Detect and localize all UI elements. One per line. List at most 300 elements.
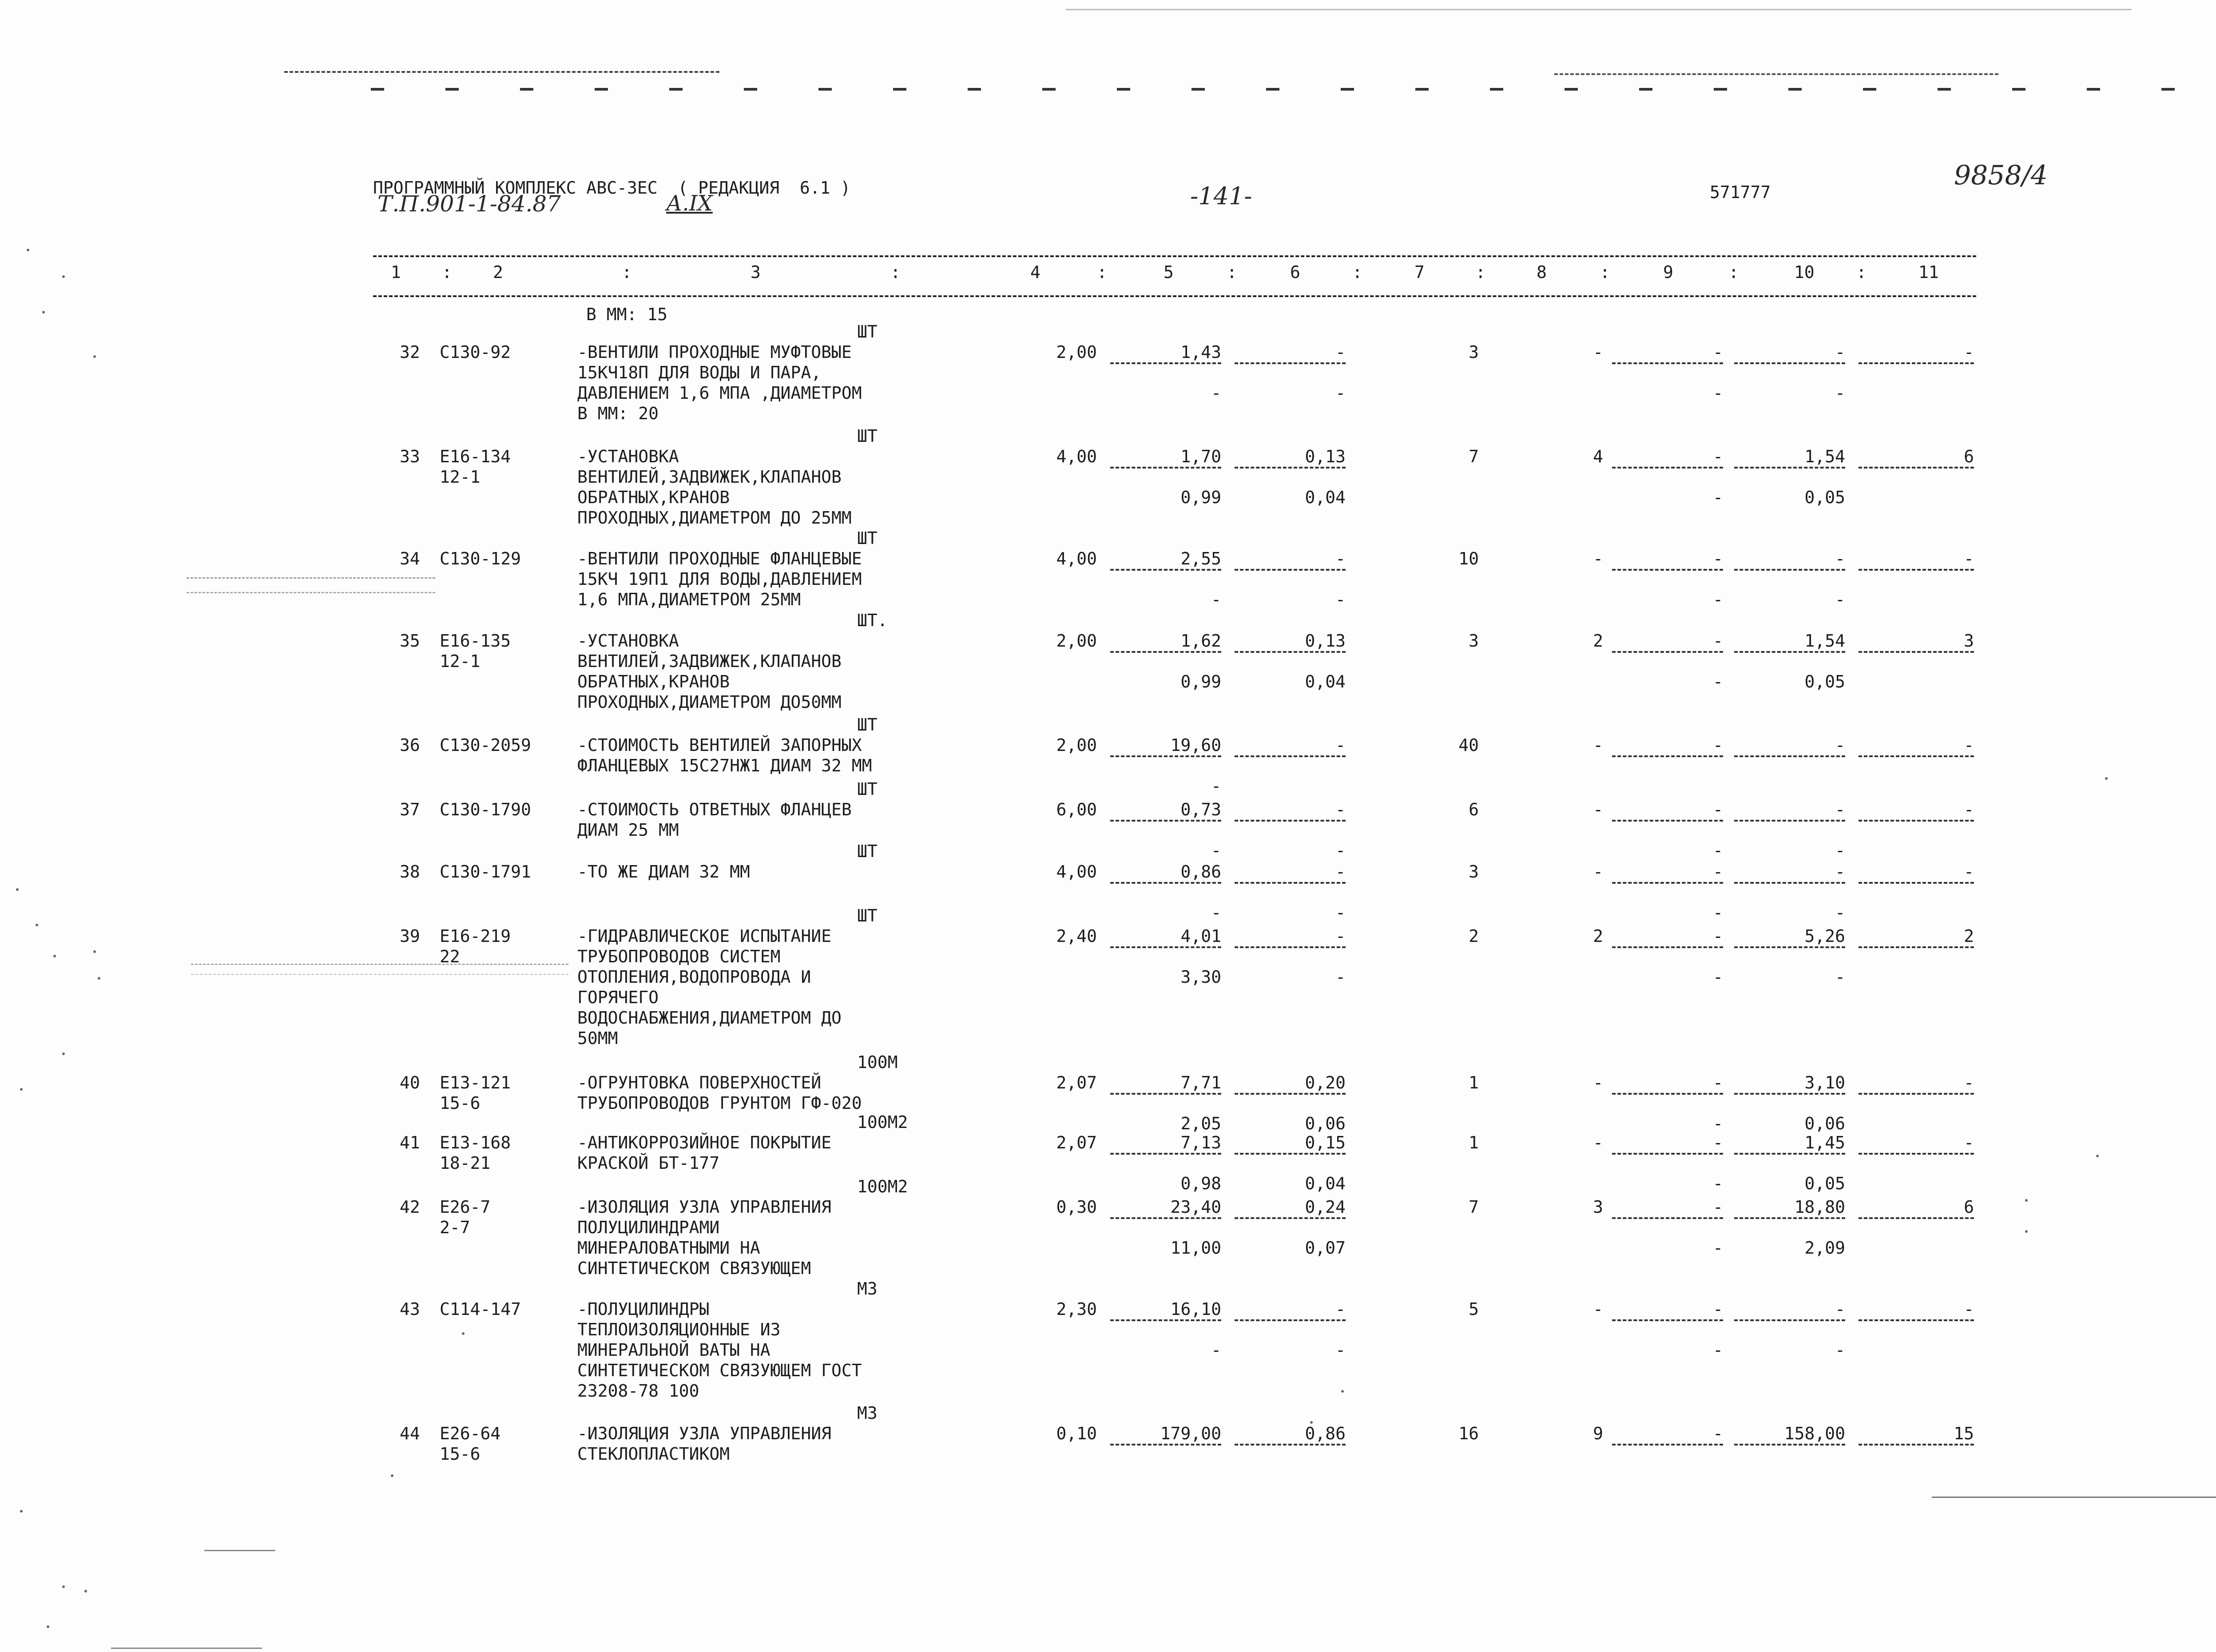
- machine-cost: -: [1235, 862, 1346, 884]
- top-dash-mark: [2012, 88, 2025, 91]
- norm-code-sub: 22: [440, 947, 460, 966]
- labor-total: 3: [1859, 631, 1974, 653]
- unit-cost: 2,55: [1110, 548, 1221, 571]
- quantity: 2,07: [1056, 1133, 1097, 1152]
- total-machine: -: [1612, 1132, 1723, 1155]
- quantity: 4,00: [1056, 447, 1097, 466]
- quantity: 2,00: [1056, 735, 1097, 755]
- column-header-2: 2: [493, 262, 503, 282]
- total-machine: -: [1612, 446, 1723, 469]
- top-dash-mark: [1863, 88, 1876, 91]
- labor-hours: 18,80: [1734, 1197, 1845, 1219]
- norm-code: Е13-121: [440, 1073, 511, 1092]
- total-machine: -: [1612, 631, 1723, 653]
- machine-cost-wages: 0,04: [1305, 488, 1346, 507]
- total-wages: 2: [1593, 631, 1603, 651]
- unit-cost: 179,00: [1110, 1423, 1221, 1446]
- top-dash-mark: [1042, 88, 1056, 91]
- machine-cost: 0,86: [1235, 1423, 1346, 1446]
- unit-cost-wages: 0,99: [1180, 672, 1221, 691]
- row-number: 39: [400, 926, 420, 946]
- total-wages: -: [1593, 342, 1603, 362]
- unit-cost-wages: -: [1211, 776, 1221, 796]
- column-header-3: 3: [751, 262, 761, 282]
- scan-dust: [84, 1590, 87, 1592]
- labor-hours: -: [1734, 342, 1845, 364]
- work-description-line: -ОГРУНТОВКА ПОВЕРХНОСТЕЙ: [577, 1073, 822, 1092]
- column-separator: :: [1097, 262, 1107, 282]
- machine-cost-wages: -: [1335, 383, 1346, 403]
- labor-hours-machine: 2,09: [1804, 1238, 1845, 1258]
- scan-dust: [2105, 777, 2108, 780]
- unit-cost: 4,01: [1110, 926, 1221, 948]
- page-number: -141-: [1190, 182, 1252, 210]
- scan-dust: [42, 311, 45, 314]
- unit-cost-wages: -: [1211, 1340, 1221, 1360]
- machine-cost-wages: 0,06: [1305, 1114, 1346, 1133]
- quantity: 4,00: [1056, 549, 1097, 568]
- labor-total: 2: [1859, 926, 1974, 948]
- work-description-line: ОБРАТНЫХ,КРАНОВ: [577, 488, 730, 507]
- total-wages: 9: [1593, 1424, 1603, 1443]
- work-description-line: КРАСКОЙ БТ-177: [577, 1153, 720, 1173]
- top-dash-mark: [2087, 88, 2100, 91]
- total-wages: 2: [1593, 926, 1603, 946]
- work-description-line: ВОДОСНАБЖЕНИЯ,ДИАМЕТРОМ ДО: [577, 1008, 842, 1028]
- row-number: 34: [400, 549, 420, 568]
- top-dash-mark: [744, 88, 757, 91]
- total-wages: -: [1593, 862, 1603, 882]
- unit-cost: 0,73: [1110, 799, 1221, 822]
- total-cost: 40: [1458, 735, 1479, 755]
- total-machine: -: [1612, 799, 1723, 822]
- total-machine-wages: -: [1713, 1114, 1723, 1133]
- row-number: 33: [400, 447, 420, 466]
- total-wages: -: [1593, 800, 1603, 819]
- total-cost: 1: [1469, 1073, 1479, 1092]
- quantity: 2,00: [1056, 342, 1097, 362]
- unit-cost-wages: 3,30: [1180, 967, 1221, 987]
- total-wages: 3: [1593, 1197, 1603, 1217]
- quantity: 4,00: [1056, 862, 1097, 882]
- unit-cost-wages: 0,99: [1180, 488, 1221, 507]
- scan-dust: [27, 249, 29, 251]
- work-description-line: -ИЗОЛЯЦИЯ УЗЛА УПРАВЛЕНИЯ: [577, 1424, 831, 1443]
- column-separator: :: [442, 262, 452, 282]
- row-number: 44: [400, 1424, 420, 1443]
- total-machine: -: [1612, 1197, 1723, 1219]
- row-unit: ШТ: [857, 715, 878, 735]
- top-dash-mark: [2161, 88, 2175, 91]
- scan-dust: [20, 1510, 23, 1513]
- norm-code-sub: 18-21: [440, 1153, 491, 1173]
- quantity: 0,30: [1056, 1197, 1097, 1217]
- labor-hours: -: [1734, 1299, 1845, 1321]
- total-wages: -: [1593, 1133, 1603, 1152]
- machine-cost: 0,13: [1235, 631, 1346, 653]
- labor-total: -: [1859, 1132, 1974, 1155]
- work-description-line: СИНТЕТИЧЕСКОМ СВЯЗУЮЩЕМ: [577, 1259, 811, 1278]
- labor-hours-machine: 0,05: [1804, 488, 1845, 507]
- bottom-right-line: [1932, 1497, 2216, 1498]
- work-description-line: -ПОЛУЦИЛИНДРЫ: [577, 1299, 710, 1319]
- machine-cost: 0,20: [1235, 1072, 1346, 1095]
- left-scan-streak: [187, 577, 435, 593]
- work-description-line: ТРУБОПРОВОДОВ ГРУНТОМ ГФ-020: [577, 1093, 862, 1113]
- row-unit: ШТ.: [857, 611, 888, 630]
- scan-dust: [1310, 1421, 1313, 1424]
- sheet-reference: 9858/4: [1954, 160, 2048, 191]
- row-number: 43: [400, 1299, 420, 1319]
- total-machine-wages: -: [1713, 1174, 1723, 1193]
- top-dash-mark: [968, 88, 981, 91]
- unit-cost: 0,86: [1110, 862, 1221, 884]
- labor-total: 15: [1859, 1423, 1974, 1446]
- work-description-line: -УСТАНОВКА: [577, 447, 679, 466]
- machine-cost: 0,24: [1235, 1197, 1346, 1219]
- top-dash-mark: [371, 88, 384, 91]
- top-dash-mark: [1938, 88, 1951, 91]
- total-cost: 7: [1469, 1197, 1479, 1217]
- total-machine-wages: -: [1713, 841, 1723, 860]
- program-title: ПРОГРАММНЫЙ КОМПЛЕКС АВС-3ЕС ( РЕДАКЦИЯ 6.1 ): [373, 178, 851, 198]
- unit-cost-wages: -: [1211, 590, 1221, 609]
- top-dash-mark: [1714, 88, 1727, 91]
- norm-code: С130-2059: [440, 735, 531, 755]
- labor-hours-machine: -: [1835, 383, 1845, 403]
- top-dash-mark: [595, 88, 608, 91]
- labor-total: -: [1859, 862, 1974, 884]
- norm-code: Е16-219: [440, 926, 511, 946]
- total-wages: -: [1593, 1073, 1603, 1092]
- row-unit: ШТ: [857, 528, 878, 548]
- work-description-line: ПРОХОДНЫХ,ДИАМЕТРОМ ДО 25ММ: [577, 508, 852, 528]
- work-description-line: -ГИДРАВЛИЧЕСКОЕ ИСПЫТАНИЕ: [577, 926, 831, 946]
- column-header-10: 10: [1794, 262, 1815, 282]
- total-cost: 3: [1469, 342, 1479, 362]
- machine-cost: 0,15: [1235, 1132, 1346, 1155]
- labor-hours-machine: -: [1835, 967, 1845, 987]
- total-cost: 6: [1469, 800, 1479, 819]
- top-dash-mark: [669, 88, 683, 91]
- quantity: 2,40: [1056, 926, 1097, 946]
- scan-dust: [62, 1052, 65, 1055]
- labor-hours-machine: 0,06: [1804, 1114, 1845, 1133]
- work-description-line: ФЛАНЦЕВЫХ 15С27НЖ1 ДИАМ 32 ММ: [577, 756, 872, 775]
- machine-cost: -: [1235, 735, 1346, 757]
- row-number: 40: [400, 1073, 420, 1092]
- labor-hours-machine: -: [1835, 903, 1845, 922]
- scan-dust: [47, 1625, 49, 1628]
- total-cost: 5: [1469, 1299, 1479, 1319]
- total-cost: 16: [1458, 1424, 1479, 1443]
- unit-cost: 23,40: [1110, 1197, 1221, 1219]
- machine-cost-wages: 0,07: [1305, 1238, 1346, 1258]
- top-dash-mark: [1639, 88, 1652, 91]
- work-description-line: В ММ: 20: [577, 404, 659, 423]
- unit-cost: 19,60: [1110, 735, 1221, 757]
- work-description-line: -СТОИМОСТЬ ВЕНТИЛЕЙ ЗАПОРНЫХ: [577, 735, 862, 755]
- column-separator: :: [1227, 262, 1237, 282]
- scan-dust: [2025, 1230, 2028, 1233]
- row-unit: ШТ: [857, 906, 878, 925]
- labor-total: 6: [1859, 1197, 1974, 1219]
- labor-hours-machine: -: [1835, 590, 1845, 609]
- work-description-line: ВЕНТИЛЕЙ,ЗАДВИЖЕК,КЛАПАНОВ: [577, 651, 842, 671]
- work-description-line: 50ММ: [577, 1029, 618, 1048]
- work-description-line: ГОРЯЧЕГО: [577, 988, 659, 1007]
- row-unit: М3: [857, 1403, 878, 1423]
- machine-cost-wages: 0,04: [1305, 672, 1346, 691]
- labor-total: 6: [1859, 446, 1974, 469]
- scan-dust: [2025, 1199, 2028, 1202]
- row-number: 38: [400, 862, 420, 882]
- labor-hours: 158,00: [1734, 1423, 1845, 1446]
- unit-cost-wages: -: [1211, 841, 1221, 860]
- labor-hours: 1,54: [1734, 631, 1845, 653]
- carry-over-text: В ММ: 15: [586, 305, 668, 324]
- machine-cost: -: [1235, 548, 1346, 571]
- column-separator: :: [1352, 262, 1362, 282]
- work-description-line: ПРОХОДНЫХ,ДИАМЕТРОМ ДО50ММ: [577, 692, 842, 712]
- work-description-line: МИНЕРАЛЬНОЙ ВАТЫ НА: [577, 1340, 770, 1360]
- machine-cost: -: [1235, 342, 1346, 364]
- column-header-6: 6: [1290, 262, 1300, 282]
- work-description-line: -ИЗОЛЯЦИЯ УЗЛА УПРАВЛЕНИЯ: [577, 1197, 831, 1217]
- work-description-line: ДИАМ 25 ММ: [577, 820, 679, 840]
- column-separator: :: [622, 262, 632, 282]
- top-dash-mark: [445, 88, 459, 91]
- column-header-7: 7: [1414, 262, 1425, 282]
- unit-cost: 7,13: [1110, 1132, 1221, 1155]
- left-scan-streak-2: [191, 964, 568, 975]
- total-machine: -: [1612, 1299, 1723, 1321]
- total-machine-wages: -: [1713, 488, 1723, 507]
- labor-hours-machine: -: [1835, 1340, 1845, 1360]
- machine-cost-wages: -: [1335, 590, 1346, 609]
- row-unit: ШТ: [857, 842, 878, 861]
- norm-code-sub: 2-7: [440, 1218, 470, 1237]
- unit-cost: 1,43: [1110, 342, 1221, 364]
- labor-total: -: [1859, 548, 1974, 571]
- total-machine-wages: -: [1713, 672, 1723, 691]
- norm-code: Е13-168: [440, 1133, 511, 1152]
- column-separator: :: [890, 262, 901, 282]
- labor-hours: 1,45: [1734, 1132, 1845, 1155]
- row-number: 37: [400, 800, 420, 819]
- work-description-line: ТЕПЛОИЗОЛЯЦИОННЫЕ ИЗ: [577, 1320, 781, 1339]
- column-header-11: 11: [1918, 262, 1939, 282]
- work-description-line: -АНТИКОРРОЗИЙНОЕ ПОКРЫТИЕ: [577, 1133, 831, 1152]
- labor-hours: -: [1734, 548, 1845, 571]
- total-wages: -: [1593, 735, 1603, 755]
- machine-cost: -: [1235, 799, 1346, 822]
- machine-cost-wages: 0,04: [1305, 1174, 1346, 1193]
- norm-code: С130-1791: [440, 862, 531, 882]
- machine-cost: -: [1235, 926, 1346, 948]
- work-description-line: 1,6 МПА,ДИАМЕТРОМ 25ММ: [577, 590, 801, 609]
- work-description-line: -ТО ЖЕ ДИАМ 32 ММ: [577, 862, 750, 882]
- top-dash-mark: [1490, 88, 1503, 91]
- work-description-line: 15КЧ18П ДЛЯ ВОДЫ И ПАРА,: [577, 363, 822, 382]
- labor-total: -: [1859, 799, 1974, 822]
- total-cost: 2: [1469, 926, 1479, 946]
- total-wages: 4: [1593, 447, 1603, 466]
- unit-cost: 7,71: [1110, 1072, 1221, 1095]
- total-machine: -: [1612, 1423, 1723, 1446]
- work-description-line: ОБРАТНЫХ,КРАНОВ: [577, 672, 730, 691]
- quantity: 2,07: [1056, 1073, 1097, 1092]
- scan-dust: [62, 1585, 65, 1588]
- scan-dust: [2096, 1155, 2099, 1157]
- quantity: 2,30: [1056, 1299, 1097, 1319]
- labor-total: -: [1859, 1299, 1974, 1321]
- unit-cost: 1,70: [1110, 446, 1221, 469]
- total-machine: -: [1612, 735, 1723, 757]
- labor-hours-machine: -: [1835, 841, 1845, 860]
- row-unit: 100М2: [857, 1112, 908, 1132]
- document-code: 571777: [1710, 183, 1771, 202]
- row-unit: ШТ: [857, 426, 878, 446]
- column-header-5: 5: [1164, 262, 1174, 282]
- unit-cost: 16,10: [1110, 1299, 1221, 1321]
- norm-code: С130-1790: [440, 800, 531, 819]
- work-description-line: 15КЧ 19П1 ДЛЯ ВОДЫ,ДАВЛЕНИЕМ: [577, 569, 862, 589]
- machine-cost-wages: -: [1335, 841, 1346, 860]
- labor-hours: 5,26: [1734, 926, 1845, 948]
- labor-total: -: [1859, 735, 1974, 757]
- row-number: 42: [400, 1197, 420, 1217]
- top-dash-mark: [1266, 88, 1279, 91]
- scan-dust: [36, 924, 38, 926]
- total-machine-wages: -: [1713, 1340, 1723, 1360]
- top-dash-mark: [893, 88, 906, 91]
- machine-cost-wages: -: [1335, 1340, 1346, 1360]
- row-unit: ШТ: [857, 779, 878, 799]
- album-number: А.IX: [666, 191, 713, 216]
- total-cost: 10: [1458, 549, 1479, 568]
- labor-hours: 3,10: [1734, 1072, 1845, 1095]
- labor-hours-machine: 0,05: [1804, 1174, 1845, 1193]
- scan-dust: [53, 955, 56, 957]
- scan-dust: [98, 977, 100, 980]
- norm-code: Е16-135: [440, 631, 511, 651]
- header-bottom-rule: [373, 295, 1976, 297]
- norm-code: С130-129: [440, 549, 521, 568]
- total-cost: 3: [1469, 631, 1479, 651]
- total-machine-wages: -: [1713, 903, 1723, 922]
- norm-code: Е26-7: [440, 1197, 491, 1217]
- work-description-line: ПОЛУЦИЛИНДРАМИ: [577, 1218, 720, 1237]
- work-description-line: ТРУБОПРОВОДОВ СИСТЕМ: [577, 947, 781, 966]
- labor-hours: -: [1734, 862, 1845, 884]
- work-description-line: ОТОПЛЕНИЯ,ВОДОПРОВОДА И: [577, 967, 811, 987]
- row-number: 36: [400, 735, 420, 755]
- labor-total: -: [1859, 342, 1974, 364]
- total-machine: -: [1612, 862, 1723, 884]
- row-unit: М3: [857, 1279, 878, 1299]
- row-unit: ШТ: [857, 322, 878, 342]
- total-machine: -: [1612, 342, 1723, 364]
- scan-dust: [62, 275, 65, 278]
- norm-code: С114-147: [440, 1299, 521, 1319]
- unit-cost-wages: 11,00: [1170, 1238, 1221, 1258]
- work-description-line: 23208-78 100: [577, 1381, 699, 1401]
- total-cost: 3: [1469, 862, 1479, 882]
- labor-hours: -: [1734, 799, 1845, 822]
- column-header-4: 4: [1030, 262, 1040, 282]
- total-cost: 7: [1469, 447, 1479, 466]
- total-machine: -: [1612, 1072, 1723, 1095]
- column-header-9: 9: [1663, 262, 1673, 282]
- row-number: 41: [400, 1133, 420, 1152]
- work-description-line: ДАВЛЕНИЕМ 1,6 МПА ,ДИАМЕТРОМ: [577, 383, 862, 403]
- total-machine-wages: -: [1713, 1238, 1723, 1258]
- bottom-left-line: [204, 1550, 275, 1551]
- column-separator: :: [1475, 262, 1486, 282]
- top-dash-mark: [1191, 88, 1205, 91]
- total-machine-wages: -: [1713, 590, 1723, 609]
- work-description-line: СИНТЕТИЧЕСКОМ СВЯЗУЮЩЕМ ГОСТ: [577, 1361, 862, 1380]
- total-wages: -: [1593, 1299, 1603, 1319]
- scan-dust: [93, 950, 96, 953]
- column-header-8: 8: [1537, 262, 1547, 282]
- column-separator: :: [1728, 262, 1739, 282]
- column-separator: :: [1600, 262, 1610, 282]
- top-dash-mark: [818, 88, 832, 91]
- quantity: 0,10: [1056, 1424, 1097, 1443]
- total-cost: 1: [1469, 1133, 1479, 1152]
- unit-cost-wages: -: [1211, 903, 1221, 922]
- labor-total: -: [1859, 1072, 1974, 1095]
- work-description-line: ВЕНТИЛЕЙ,ЗАДВИЖЕК,КЛАПАНОВ: [577, 467, 842, 487]
- column-separator: :: [1856, 262, 1867, 282]
- row-number: 32: [400, 342, 420, 362]
- norm-code: Е26-64: [440, 1424, 501, 1443]
- total-machine: -: [1612, 926, 1723, 948]
- labor-hours: -: [1734, 735, 1845, 757]
- row-unit: 100М2: [857, 1177, 908, 1196]
- total-machine-wages: -: [1713, 967, 1723, 987]
- machine-cost-wages: -: [1335, 967, 1346, 987]
- norm-code-sub: 15-6: [440, 1444, 481, 1464]
- labor-hours: 1,54: [1734, 446, 1845, 469]
- work-description-line: -ВЕНТИЛИ ПРОХОДНЫЕ ФЛАНЦЕВЫЕ: [577, 549, 862, 568]
- row-number: 35: [400, 631, 420, 651]
- unit-cost-wages: 2,05: [1180, 1114, 1221, 1133]
- scan-dust: [16, 888, 19, 891]
- column-header-1: 1: [391, 262, 401, 282]
- top-dash-mark: [1788, 88, 1802, 91]
- unit-cost-wages: -: [1211, 383, 1221, 403]
- total-wages: -: [1593, 549, 1603, 568]
- norm-code-sub: 12-1: [440, 467, 481, 487]
- work-description-line: -СТОИМОСТЬ ОТВЕТНЫХ ФЛАНЦЕВ: [577, 800, 852, 819]
- work-description-line: -УСТАНОВКА: [577, 631, 679, 651]
- total-machine-wages: -: [1713, 383, 1723, 403]
- top-dash-mark: [1415, 88, 1429, 91]
- machine-cost: -: [1235, 1299, 1346, 1321]
- scan-dust: [462, 1332, 465, 1335]
- top-dash-mark: [1565, 88, 1578, 91]
- scan-dust: [391, 1474, 393, 1477]
- top-dash-mark: [520, 88, 533, 91]
- norm-code: С130-92: [440, 342, 511, 362]
- quantity: 2,00: [1056, 631, 1097, 651]
- scan-dust: [93, 355, 96, 358]
- norm-code: Е16-134: [440, 447, 511, 466]
- norm-code-sub: 15-6: [440, 1093, 481, 1113]
